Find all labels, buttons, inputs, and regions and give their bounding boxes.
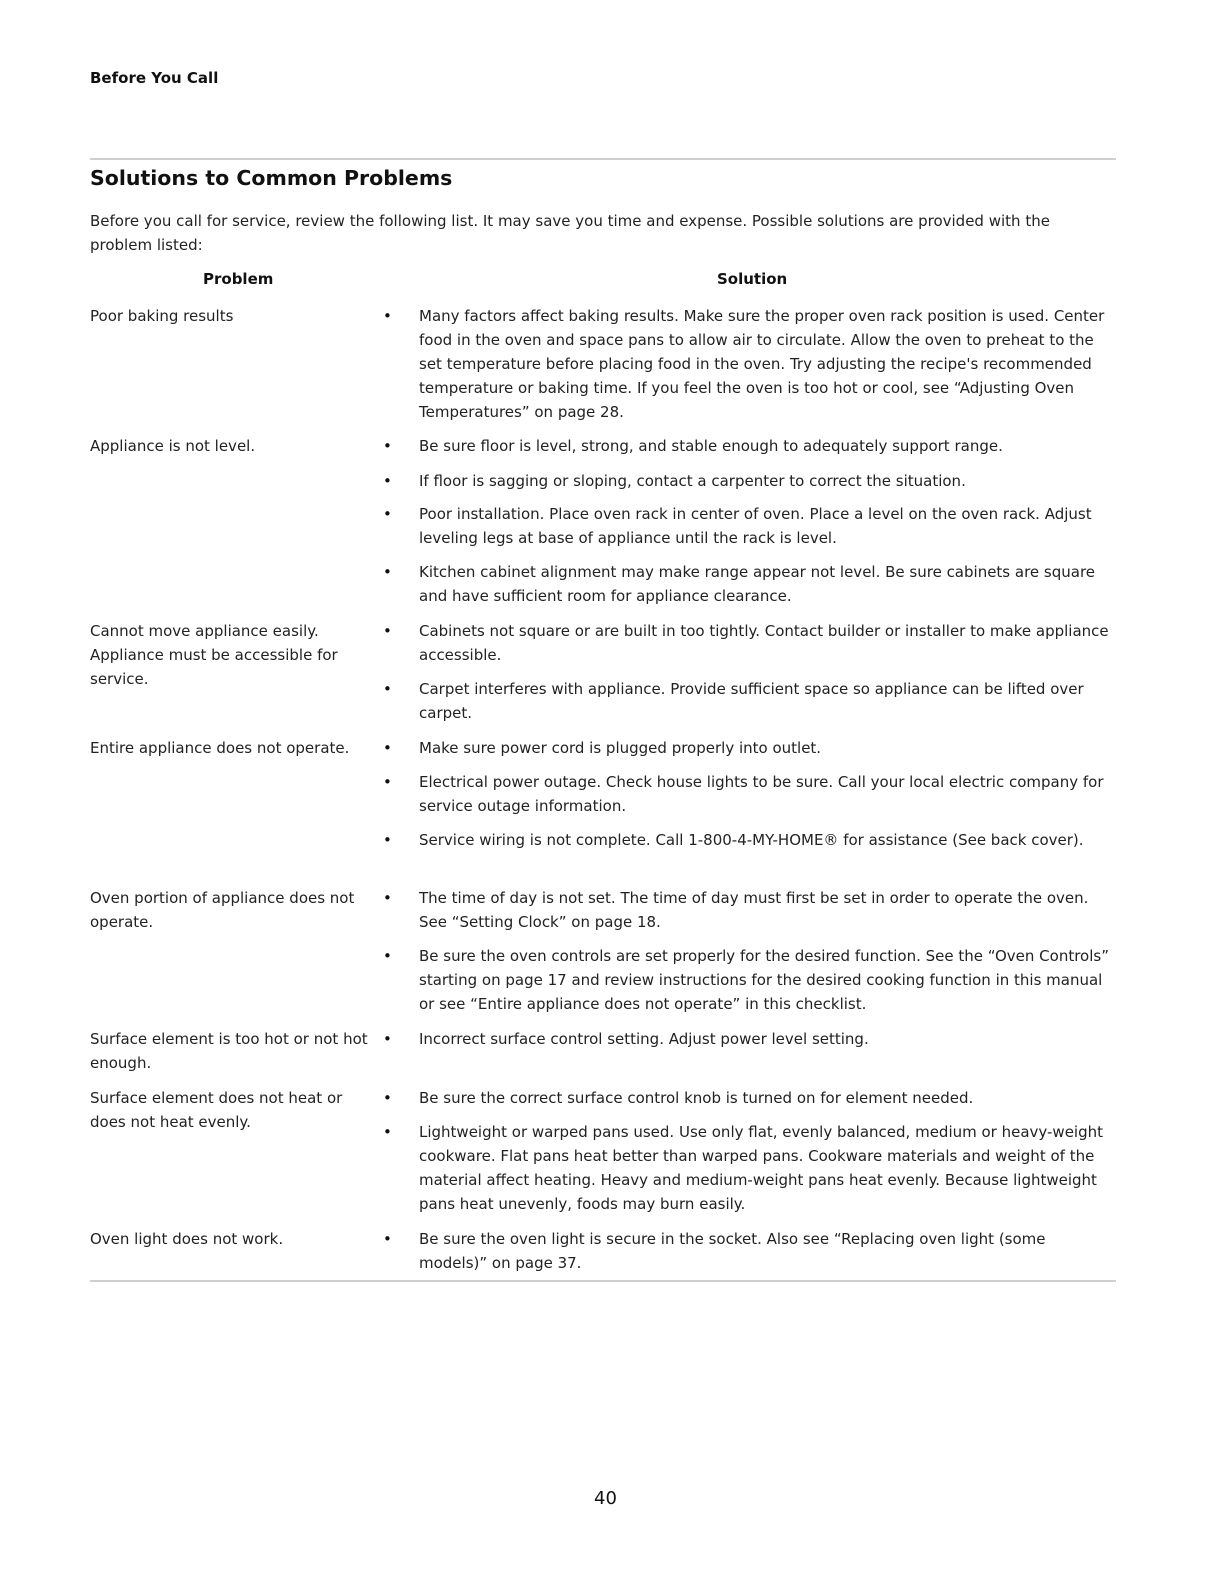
problem-oven-light: Oven light does not work. [90, 1230, 284, 1248]
bullet: • [383, 622, 392, 640]
bullet: • [383, 1030, 392, 1048]
solution-item: Kitchen cabinet alignment may make range appear not level. Be sure cabinets are square and have sufficient room for appliance clearance. [419, 563, 1096, 605]
bullet: • [383, 1230, 392, 1248]
bullet: • [383, 739, 392, 757]
bullet: • [383, 1123, 392, 1141]
solution-item: Electrical power outage. Check house lights to be sure. Call your local electric company for service outage information. [419, 773, 1104, 815]
problem-entire-appliance: Entire appliance does not operate. [90, 739, 350, 757]
bullet: • [383, 889, 392, 907]
solution-item: Cabinets not square or are built in too tightly. Contact builder or installer to make appliance accessible. [419, 622, 1109, 664]
solution-item: Be sure floor is level, strong, and stable enough to adequately support range. [419, 437, 1003, 455]
solution-item: Carpet interferes with appliance. Provide sufficient space so appliance can be lifted over carpet. [419, 680, 1084, 722]
problem-element-temp: Surface element is too hot or not hot enough. [90, 1030, 368, 1072]
solution-item: Make sure power cord is plugged properly into outlet. [419, 739, 822, 757]
solution-item: If floor is sagging or sloping, contact a carpenter to correct the situation. [419, 472, 966, 490]
solution-item: Be sure the oven controls are set properly for the desired function. See the “Oven Controls” starting on page 17 and review instructions for the desired cooking function in this manual or see “Entire appliance does not operate” in this checklist. [419, 947, 1109, 1013]
bullet: • [383, 472, 392, 490]
problem-oven-portion: Oven portion of appliance does not operate. [90, 889, 355, 931]
solution-item: Lightweight or warped pans used. Use only flat, evenly balanced, medium or heavy-weight cookware. Flat pans heat better than warped pans. Cookware materials and weight of the material affect heating. Heavy and medium-weight pans heat evenly. Because lightweight pans heat unevenly, foods may burn easily. [419, 1123, 1104, 1213]
running-head: Before You Call [90, 69, 219, 87]
bullet: • [383, 437, 392, 455]
bullet: • [383, 947, 392, 965]
problem-element-heat: Surface element does not heat or does not heat evenly. [90, 1089, 343, 1131]
solution-item: Many factors affect baking results. Make sure the proper oven rack position is used. Center food in the oven and space pans to allow air to circulate. Allow the oven to preheat to the set temperature before placing food in the oven. Try adjusting the recipe's recommended temperature or baking time. If you feel the oven is too hot or cool, see “Adjusting Oven Temperatures” on page 28. [419, 307, 1105, 421]
solution-item: The time of day is not set. The time of day must first be set in order to operate the oven. See “Setting Clock” on page 18. [419, 889, 1089, 931]
bullet: • [383, 307, 392, 325]
problem-column-header: Problem [203, 270, 274, 288]
bullet: • [383, 831, 392, 849]
solution-item: Service wiring is not complete. Call 1-800-4-MY-HOME® for assistance (See back cover). [419, 831, 1084, 849]
solution-column-header: Solution [717, 270, 788, 288]
solution-item: Be sure the correct surface control knob is turned on for element needed. [419, 1089, 974, 1107]
top-divider [90, 158, 1116, 160]
problem-poor-baking: Poor baking results [90, 307, 234, 325]
bullet: • [383, 680, 392, 698]
intro-paragraph: Before you call for service, review the following list. It may save you time and expense. Possible solutions are provided with the problem listed: [90, 212, 1050, 254]
section-title: Solutions to Common Problems [90, 166, 453, 190]
solution-item: Poor installation. Place oven rack in center of oven. Place a level on the oven rack. Adjust leveling legs at base of appliance until the rack is level. [419, 505, 1092, 547]
bullet: • [383, 563, 392, 581]
problem-not-level: Appliance is not level. [90, 437, 256, 455]
bullet: • [383, 773, 392, 791]
solution-item: Incorrect surface control setting. Adjust power level setting. [419, 1030, 869, 1048]
problem-cannot-move: Cannot move appliance easily. Appliance must be accessible for service. [90, 622, 338, 688]
bullet: • [383, 1089, 392, 1107]
bullet: • [383, 505, 392, 523]
page-number: 40 [594, 1488, 617, 1509]
solution-item: Be sure the oven light is secure in the socket. Also see “Replacing oven light (some models)” on page 37. [419, 1230, 1046, 1272]
bottom-divider [90, 1280, 1116, 1282]
